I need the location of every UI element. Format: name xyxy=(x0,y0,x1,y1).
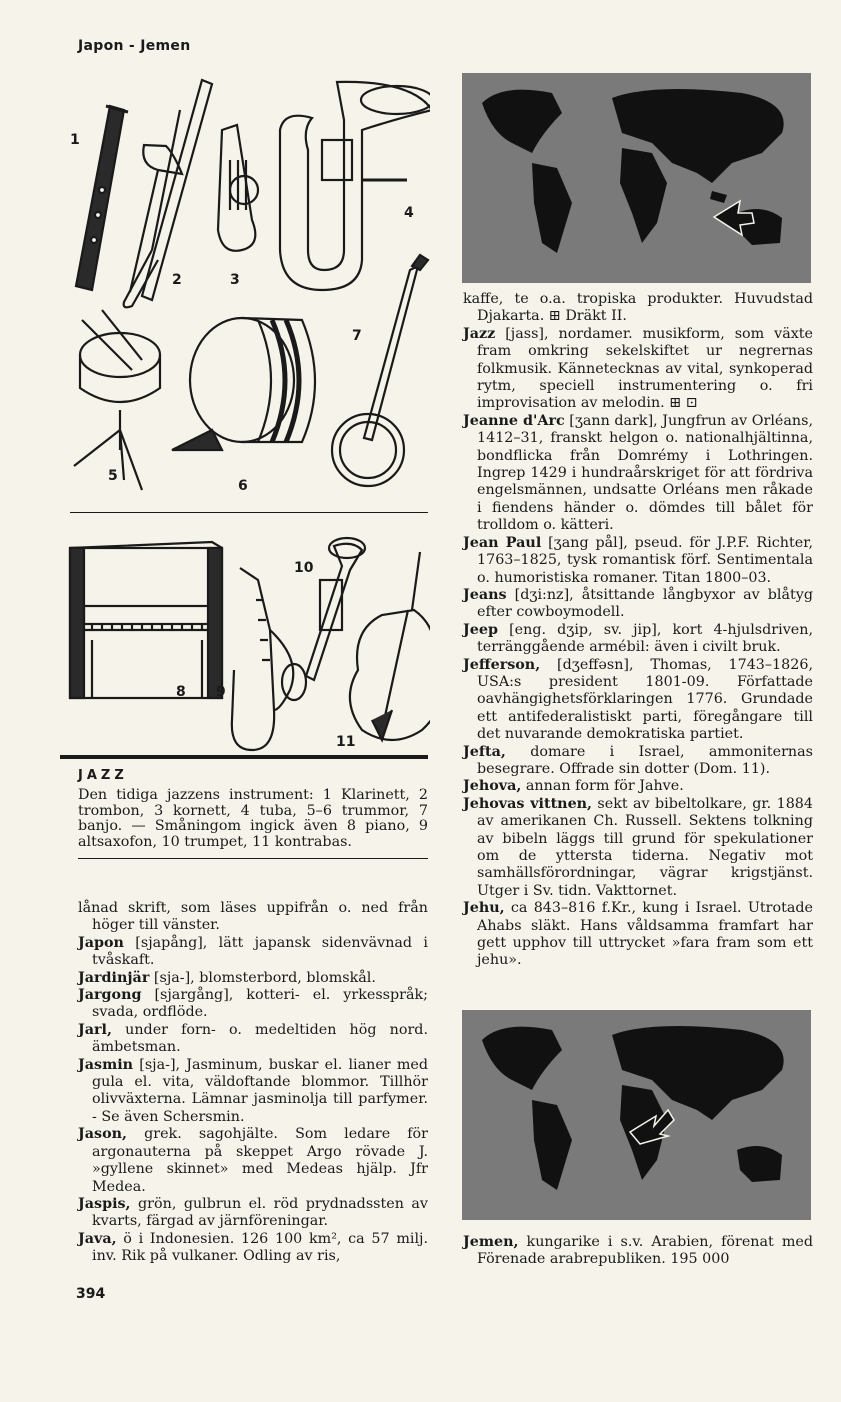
entry-text: ö i Indonesien. 126 100 km², ca 57 milj. inv. Rik på vulkaner. Odling av ris, xyxy=(92,1230,428,1265)
entry-text: [ʒang pål], pseud. för J.P.F. Richter, 1763–1825, tysk romantisk förf. Sentimentala o. humoristiska romaner. Titan 1800–03. xyxy=(477,534,813,586)
entry-headword: Jargong xyxy=(78,987,142,1004)
entry-text: kungarike i s.v. Arabien, förenat med Förenade arabrepubliken. 195 000 xyxy=(477,1234,813,1268)
bass-drum-drawing xyxy=(172,318,315,450)
entry-text: [dʒi:nz], åtsittande långbyxor av blåtyg efter cowboymodell. xyxy=(477,586,813,621)
caption-title: JAZZ xyxy=(78,768,128,783)
entry xyxy=(463,413,813,535)
tuba-drawing xyxy=(280,82,430,290)
entry xyxy=(78,1022,428,1057)
entry xyxy=(463,535,813,587)
map-java xyxy=(462,73,811,283)
entry-headword: Jason, xyxy=(78,1126,127,1143)
entry-headword: Jeanne d'Arc xyxy=(463,412,565,429)
piano-drawing xyxy=(70,542,222,698)
entry-headword: Jeans xyxy=(463,586,507,603)
entry-text: [sja-], blomsterbord, blomskål. xyxy=(149,969,376,986)
instrument-number: 2 xyxy=(172,272,182,288)
entry-headword: Jehovas vittnen, xyxy=(463,795,593,812)
clarinet-drawing xyxy=(76,106,128,290)
entry-text: [eng. dʒip, sv. jip], kort 4-hjulsdriven, terränggående armébil: även i civilt bruk. xyxy=(477,621,813,656)
entry-text: grön, gulbrun el. röd prydnadssten av kvarts, färgad av järnföreningar. xyxy=(92,1195,428,1230)
entry-headword: Jehu, xyxy=(463,900,505,917)
page-number: 394 xyxy=(76,1286,106,1302)
entry-headword: Jefferson, xyxy=(463,656,541,673)
entry-continuation: kaffe, te o.a. tropiska produkter. Huvudstad Djakarta. ⊞ Dräkt II. xyxy=(463,291,813,325)
entry-text: [jass], nordamer. musikform, som växte fram omkring sekelskiftet ur negrernas folkmusik. Kännetecknas av vital, synkoperad rytm, speciell instrumentering o. fri improvisation av melodin. ⊞ ⊡ xyxy=(477,325,813,412)
page-header: Japon - Jemen xyxy=(78,38,191,54)
right-column xyxy=(463,291,813,970)
entry-text: domare i Israel, ammoniternas besegrare. Offrade sin dotter (Dom. 11). xyxy=(477,743,813,777)
entry xyxy=(78,1126,428,1196)
instrument-number: 7 xyxy=(352,328,362,344)
entry-text: annan form för Jahve. xyxy=(521,778,684,795)
entry-text: ca 843–816 f.Kr., kung i Israel. Utrotade Ahabs släkt. Hans våldsamma framfart har gett upphov till uttrycket »fara fram som ett jehu». xyxy=(477,900,813,969)
entry xyxy=(78,1057,428,1127)
instrument-number: 9 xyxy=(216,684,226,700)
entry-headword: Jazz xyxy=(463,325,496,342)
right-column-bottom xyxy=(463,1234,813,1269)
cornet-drawing xyxy=(218,125,258,251)
banjo-drawing xyxy=(332,255,428,486)
entry-text: [sjargång], kotteri- el. yrkesspråk; svada, ordflöde. xyxy=(92,987,428,1021)
instrument-number: 4 xyxy=(404,205,414,221)
entry-headword: Jardinjär xyxy=(78,969,150,986)
entry-headword: Jasmin xyxy=(78,1056,134,1073)
entry xyxy=(78,970,428,987)
entry-text: [sjapång], lätt japansk sidenvävnad i tvåskaft. xyxy=(92,934,428,969)
entry-headword: Jemen, xyxy=(463,1234,519,1250)
caption-text: Den tidiga jazzens instrument: 1 Klarinett, 2 trombon, 3 kornett, 4 tuba, 5–6 trummor, 7 banjo. — Småningom ingick även 8 piano, 9 altsaxofon, 10 trumpet, 11 kontrabas. xyxy=(78,787,428,850)
entry xyxy=(78,1196,428,1231)
entry xyxy=(463,1234,813,1269)
illustration-divider xyxy=(70,512,428,513)
instrument-number: 5 xyxy=(108,468,118,484)
entry-continuation: lånad skrift, som läses uppifrån o. ned från höger till vänster. xyxy=(78,900,428,934)
entry-headword: Jean Paul xyxy=(463,534,542,551)
instrument-number: 8 xyxy=(176,684,186,700)
entry xyxy=(463,796,813,900)
entry xyxy=(78,987,428,1022)
entry xyxy=(463,744,813,779)
entry xyxy=(463,900,813,970)
entry-headword: Jefta, xyxy=(463,743,506,760)
trombone-drawing xyxy=(124,80,212,307)
instrument-number: 10 xyxy=(294,560,314,576)
entry xyxy=(463,657,813,744)
entry xyxy=(463,778,813,795)
entry xyxy=(78,935,428,970)
double-bass-drawing xyxy=(350,552,430,740)
instrument-number: 11 xyxy=(336,734,356,750)
snare-drum-drawing xyxy=(74,310,160,490)
alto-saxophone-drawing xyxy=(232,568,306,750)
entry-headword: Jehova, xyxy=(463,778,522,795)
instrument-number: 6 xyxy=(238,478,248,494)
entry-headword: Jeep xyxy=(463,621,498,638)
entry-text: grek. sagohjälte. Som ledare för argonauterna på skeppet Argo rövade J. »gyllene skinnet» med Medeas hjälp. Jfr Medea. xyxy=(92,1126,428,1195)
entry xyxy=(463,622,813,657)
entry-text: sekt av bibeltolkare, gr. 1884 av amerikanen Ch. Russell. Sektens tolkning av bibeln läggs till grund för spekulationer om de yttersta tiderna. Negativ mot samhällsförordningar, vägrar krigstjänst. Utger i Sv. tidn. Vakttornet. xyxy=(477,795,813,899)
left-column xyxy=(78,900,428,1266)
entry-headword: Jarl, xyxy=(78,1021,112,1038)
entry-text: under forn- o. medeltiden hög nord. ämbetsman. xyxy=(92,1021,428,1056)
caption-bottom-rule xyxy=(78,858,428,859)
entry xyxy=(463,587,813,622)
instrument-number: 3 xyxy=(230,272,240,288)
entry xyxy=(463,326,813,413)
entry xyxy=(78,1231,428,1266)
entry-text: [sja-], Jasminum, buskar el. lianer med gula el. vita, väldoftande blommor. Tillhör olivväxterna. Lämnar jasminolja till parfymer. - Se även Schersmin. xyxy=(92,1056,428,1125)
instrument-number: 1 xyxy=(70,132,80,148)
entry-text: [ʒann dark], Jungfrun av Orléans, 1412–31, franskt helgon o. nationalhjältinna, bondflicka från Domrémy i Lothringen. Ingrep 1429 i hundraårskriget för att fördriva engelsmännen, undsatte Orléans men råkade i fiendens händer o. dömdes till bålet för trolldom o. kätteri. xyxy=(477,412,813,534)
entry-headword: Java, xyxy=(78,1230,117,1247)
entry-headword: Jaspis, xyxy=(78,1195,131,1212)
entry-text: [dʒeffəsn], Thomas, 1743–1826, USA:s president 1801-09. Författade oavhängighetsförklaringen 1776. Grundade ett antifederalistiskt parti, föregångare till det nuvarande demokratiska partiet. xyxy=(477,656,813,743)
entry-headword: Japon xyxy=(78,934,124,951)
map-jemen xyxy=(462,1010,811,1220)
caption-top-rule xyxy=(60,755,428,759)
jazz-instruments-illustration xyxy=(62,70,430,760)
